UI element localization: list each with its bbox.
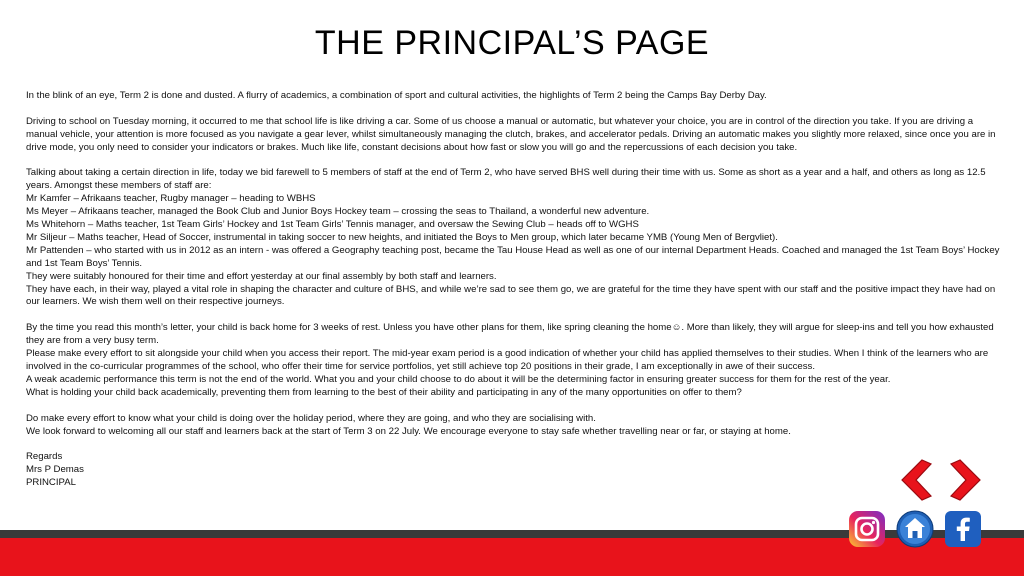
instagram-icon[interactable] — [848, 510, 886, 548]
farewell-honoured: They were suitably honoured for their time and effort yesterday at our final assembly by both staff and learners. — [26, 270, 497, 282]
paragraph-intro: In the blink of an eye, Term 2 is done and dusted. A flurry of academics, a combination of sport and cultural activities, the highlights of Term 2 being the Camps Bay Derby Day. — [26, 90, 767, 101]
paragraph-holiday: Do make every effort to know what your child is doing over the holiday period, where they are going, and who they are socialising with. — [26, 412, 596, 424]
paragraph-driving: Driving to school on Tuesday morning, it occurred to me that school life is like driving a car. Some of us choose a manual or automatic, but whatever your choice, you are in control of the direction you take. If you are driving a manual vehicle, your attention is more focused as you navigate a gear lever, whilst simultaneously managing the clutch, brakes, and accelerator pedals. Driving an automatic makes you slightly more relaxed, since once you are in drive mode, you only need to consider your indicators or brakes. Much like life, constant decisions about how fast or slow you will go and the repercussions of each decision you take. — [26, 115, 996, 153]
paragraph-weak-performance: A weak academic performance this term is not the end of the world. What you and your child choose to do about it will be the determining factor in ensuring greater success for them for the rest of the year. — [26, 373, 891, 385]
staff-whitehorn: Ms Whitehorn – Maths teacher, 1st Team Girls’ Hockey and 1st Team Girls’ Tennis manager, and oversaw the Sewing Club – heads off to WGHS — [26, 219, 639, 231]
home-icon[interactable] — [896, 510, 934, 548]
signoff-name: Mrs P Demas — [26, 464, 84, 476]
paragraph-report: Please make every effort to sit alongside your child when you access their report. The mid-year exam period is a good indication of whether your child has applied themselves to their studies. When I think of the learners who are involved in the co-curricular programmes of the school, who offer their time for service portfolios, yet still achieve top 20 positions in their grade, I am exceptionally in awe of their success. — [26, 348, 989, 372]
chevron-left-icon[interactable] — [898, 458, 932, 502]
staff-meyer: Ms Meyer – Afrikaans teacher, managed the Book Club and Junior Boys Hockey team – crossing the seas to Thailand, a wonderful new adventure. — [26, 206, 650, 218]
facebook-icon[interactable] — [944, 510, 982, 548]
paragraph-question: What is holding your child back academically, preventing them from learning to the best of their ability and participating in any of the many opportunities on offer to them? — [26, 386, 742, 398]
page-navigation — [898, 458, 988, 502]
signoff-role: PRINCIPAL — [26, 477, 76, 489]
staff-kamfer: Mr Kamfer – Afrikaans teacher, Rugby manager – heading to WBHS — [26, 193, 316, 205]
page-title: THE PRINCIPAL’S PAGE — [314, 24, 710, 62]
farewell-thanks: They have each, in their way, played a vital role in shaping the character and culture of BHS, and while we’re sad to see them go, we are grateful for the time they have spent with our staff and the positive impact they have had on our learners. We wish them well on their respective journeys. — [26, 283, 996, 308]
paragraph-farewell: Talking about taking a certain direction in life, today we bid farewell to 5 members of staff at the end of Term 2, who have served BHS well during their time with us. Some as short as a year and a half, and others as long as 12.5 years. Amongst these members of staff are: — [26, 167, 986, 192]
letter-body — [26, 90, 1006, 490]
chevron-right-icon[interactable] — [950, 458, 984, 502]
paragraph-rest: By the time you read this month’s letter, your child is back home for 3 weeks of rest. Unless you have other plans for them, like spring cleaning the home☺. More than likely, they will argue for sleep-ins and tell you how exhausted they are from a very busy term. — [26, 322, 994, 347]
paragraph-term3: We look forward to welcoming all our staff and learners back at the start of Term 3 on 22 July. We encourage everyone to stay safe whether travelling near or far, or staying at home. — [26, 425, 791, 437]
staff-siljeur: Mr Siljeur – Maths teacher, Head of Soccer, instrumental in taking soccer to new heights, and initiated the Boys to Men group, which later became YMB (Young Men of Bergvliet). — [26, 231, 778, 243]
staff-pattenden: Mr Pattenden – who started with us in 2012 as an intern - was offered a Geography teaching post, became the Tau House Head as well as one of our internal Department Heads. Coached and managed the 1st Team Boys’ Hockey and 1st Team Boys’ Tennis. — [26, 244, 1000, 269]
signoff-regards: Regards — [26, 451, 63, 463]
